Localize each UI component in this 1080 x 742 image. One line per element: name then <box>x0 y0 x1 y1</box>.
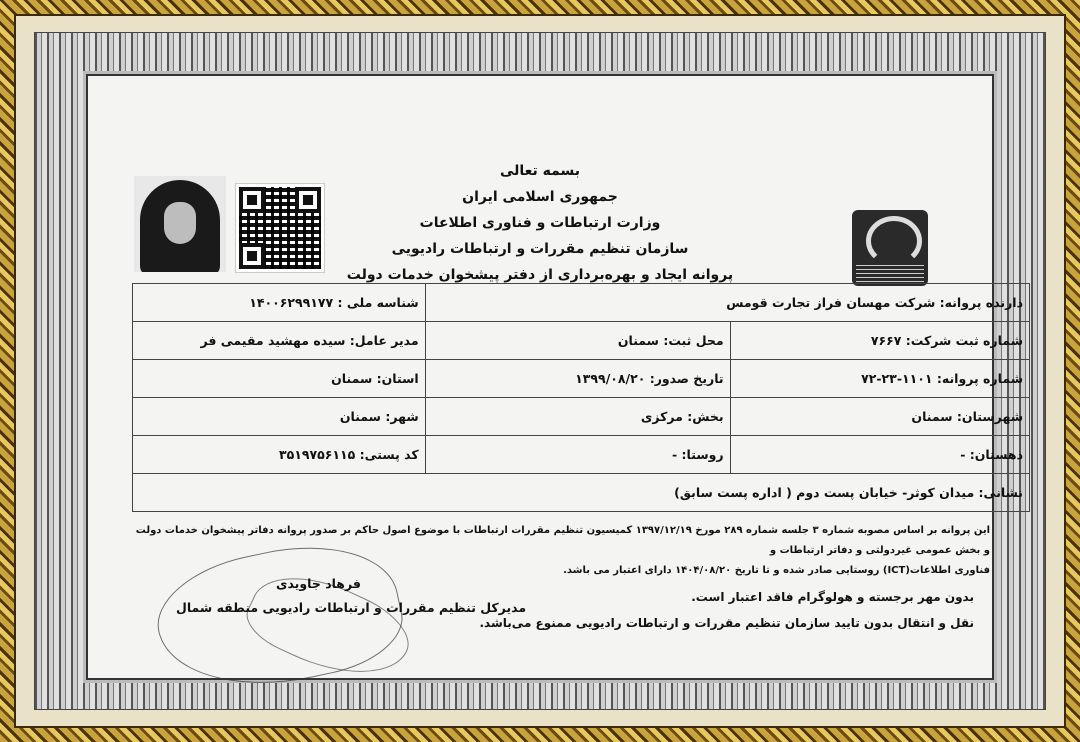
district-cell: بخش: مرکزی <box>425 398 730 436</box>
cra-logo-icon <box>852 210 928 286</box>
reg-place-cell: محل ثبت: سمنان <box>425 322 730 360</box>
license-holder-cell: دارنده پروانه: شرکت مهسان فراز تجارت قومس <box>425 284 1029 322</box>
province-cell: استان: سمنان <box>133 360 426 398</box>
frame-mat <box>14 14 1066 728</box>
header-line-1: بسمه تعالی <box>499 163 581 179</box>
city-cell: شهر: سمنان <box>133 398 426 436</box>
company-reg-number-cell: شماره ثبت شرکت: ۷۶۶۷ <box>730 322 1029 360</box>
header-line-4: سازمان تنظیم مقررات و ارتباطات رادیویی <box>391 241 689 257</box>
table-row <box>133 436 1030 474</box>
legal-note-line-1: این پروانه بر اساس مصوبه شماره ۳ جلسه شماره ۲۸۹ مورخ ۱۳۹۷/۱۲/۱۹ کمیسیون تنظیم مقررات ارتباطات با موضوع اصول حاکم بر صدور پروانه دفاتر پیشخوان خدمات دولت و بخش عمومی غیردولتی و دفاتر ارتباطات و <box>135 525 990 556</box>
rural-district-cell: دهستان: - <box>730 436 1029 474</box>
license-number-cell: شماره پروانه: ۱۱۰۱-۲۳-۷۲ <box>730 360 1029 398</box>
photo-face <box>164 202 196 244</box>
postal-code-cell: کد پستی: ۳۵۱۹۷۵۶۱۱۵ <box>133 436 426 474</box>
village-cell: روستا: - <box>425 436 730 474</box>
signer-title: مدیرکل تنظیم مقررات و ارتباطات رادیویی منطقه شمال <box>176 600 527 615</box>
logo-text-lines <box>856 264 924 282</box>
ceo-cell: مدیر عامل: سیده مهشید مقیمی فر <box>133 322 426 360</box>
table-row <box>133 398 1030 436</box>
header-line-5: پروانه ایجاد و بهره‌برداری از دفتر پیشخوان خدمات دولت <box>346 267 734 283</box>
transfer-notice: نقل و انتقال بدون تایید سازمان تنظیم مقررات و ارتباطات رادیویی ممنوع می‌باشد. <box>479 616 974 630</box>
address-cell: نشانی: میدان کوثر- خیابان پست دوم ( اداره پست سابق) <box>133 474 1030 512</box>
table-row <box>133 284 1030 322</box>
certificate-paper <box>86 74 1023 680</box>
qr-corner <box>239 243 265 269</box>
legal-note-line-2: فناوری اطلاعات(ICT) روستایی صادر شده و تا تاریخ ۱۴۰۴/۰۸/۲۰ دارای اعتبار می باشد. <box>563 565 990 576</box>
qr-corner <box>239 187 265 213</box>
validity-notice: بدون مهر برجسته و هولوگرام فاقد اعتبار است. <box>691 590 974 604</box>
license-info-table <box>132 283 1030 512</box>
table-row <box>133 360 1030 398</box>
county-cell: شهرستان: سمنان <box>730 398 1029 436</box>
qr-code-icon <box>236 184 324 272</box>
issue-date-cell: تاریخ صدور: ۱۳۹۹/۰۸/۲۰ <box>425 360 730 398</box>
holder-photo <box>134 176 226 272</box>
signer-name: فرهاد جاویدی <box>276 576 361 591</box>
logo-ring <box>866 216 922 266</box>
table-row <box>133 322 1030 360</box>
header-line-2: جمهوری اسلامی ایران <box>462 189 618 205</box>
header-line-3: وزارت ارتباطات و فناوری اطلاعات <box>419 215 661 231</box>
table-row <box>133 474 1030 512</box>
qr-corner <box>295 187 321 213</box>
national-id-cell: شناسه ملی : ۱۴۰۰۶۲۹۹۱۷۷ <box>133 284 426 322</box>
